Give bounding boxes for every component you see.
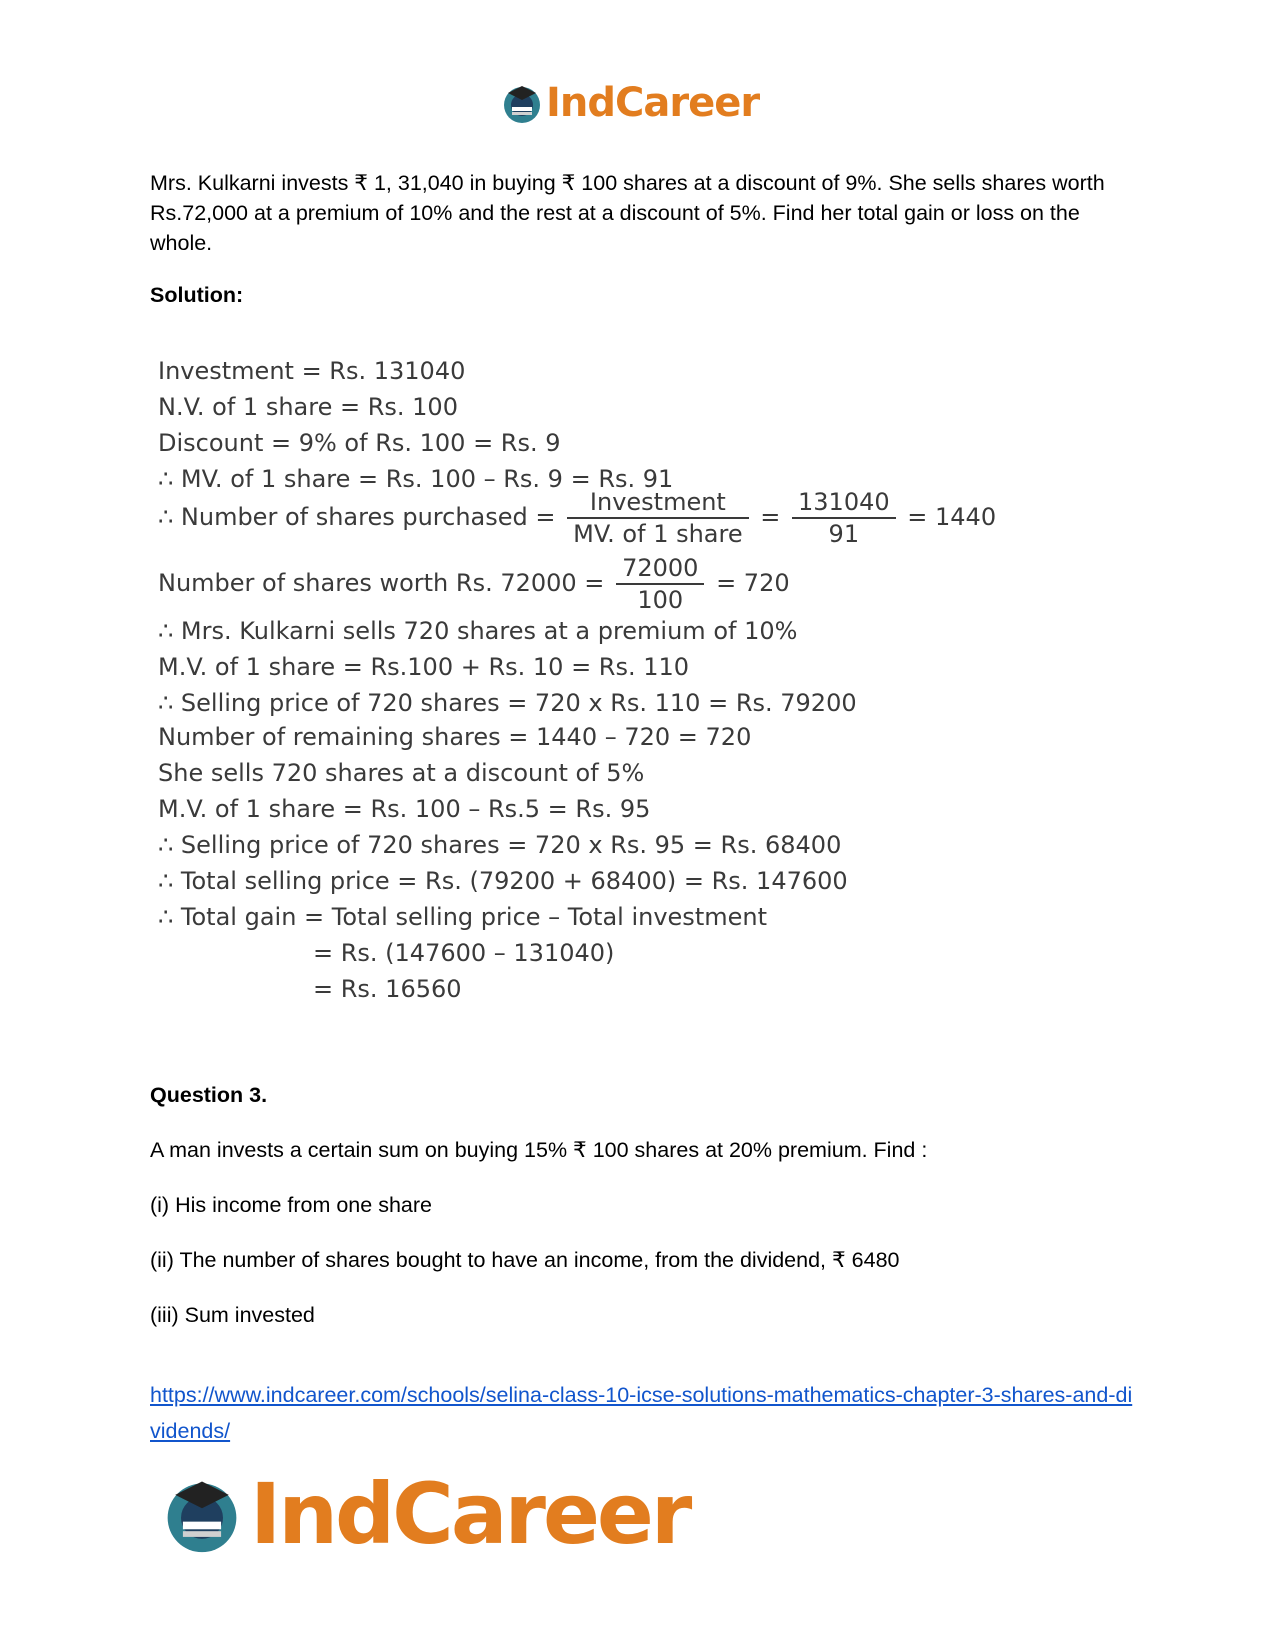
fraction-numerator: Investment: [567, 487, 748, 519]
step-selling-price-1: ∴ Selling price of 720 shares = 720 x Rs. 110 = Rs. 79200: [158, 689, 857, 717]
graduation-cap-icon: [500, 81, 544, 125]
step-sells-premium: ∴ Mrs. Kulkarni sells 720 shares at a premium of 10%: [158, 617, 798, 645]
logo-text: IndCareer: [250, 1465, 690, 1563]
question-3-part-2: (ii) The number of shares bought to have an income, from the dividend, ₹ 6480: [150, 1248, 900, 1272]
fraction-numerator: 72000: [616, 553, 704, 585]
solution-heading: Solution:: [150, 283, 244, 307]
question-3-text: A man invests a certain sum on buying 15% ₹ 100 shares at 20% premium. Find :: [150, 1138, 928, 1162]
fraction-investment: [567, 487, 748, 549]
header-logo: [500, 78, 759, 128]
step-discount: Discount = 9% of Rs. 100 = Rs. 9: [158, 429, 561, 457]
fraction-values: [792, 487, 896, 549]
fraction-denominator: 91: [828, 520, 860, 548]
question-3-part-1: (i) His income from one share: [150, 1193, 432, 1217]
step-total-gain-calc: = Rs. (147600 – 131040): [313, 939, 615, 967]
logo-text: IndCareer: [546, 80, 760, 126]
step-investment: Investment = Rs. 131040: [158, 357, 466, 385]
footer-logo: [160, 1465, 690, 1563]
source-link[interactable]: https://www.indcareer.com/schools/selina-class-10-icse-solutions-mathematics-chapter-3-shares-and-dividends/: [150, 1383, 1133, 1443]
step-total-gain-result: = Rs. 16560: [313, 975, 462, 1003]
question-3-part-3: (iii) Sum invested: [150, 1303, 315, 1327]
step-shares-worth-result: = 720: [716, 569, 790, 597]
step-market-value: ∴ MV. of 1 share = Rs. 100 – Rs. 9 = Rs. 91: [158, 465, 674, 493]
graduation-cap-icon: [160, 1472, 244, 1556]
step-shares-purchased-result: = 1440: [907, 503, 997, 531]
step-selling-price-2: ∴ Selling price of 720 shares = 720 x Rs. 95 = Rs. 68400: [158, 831, 842, 859]
step-shares-worth-label: Number of shares worth Rs. 72000 =: [158, 569, 605, 597]
step-total-gain: ∴ Total gain = Total selling price – Total investment: [158, 903, 767, 931]
step-shares-purchased-label: ∴ Number of shares purchased =: [158, 503, 556, 531]
step-sells-discount: She sells 720 shares at a discount of 5%: [158, 759, 645, 787]
equals-sign: =: [760, 503, 781, 531]
step-shares-purchased: [158, 486, 996, 548]
step-remaining-shares: Number of remaining shares = 1440 – 720 = 720: [158, 723, 752, 751]
step-mv-discount: M.V. of 1 share = Rs. 100 – Rs.5 = Rs. 95: [158, 795, 651, 823]
fraction-shares-worth: [616, 553, 704, 615]
step-total-selling-price: ∴ Total selling price = Rs. (79200 + 68400) = Rs. 147600: [158, 867, 848, 895]
question-text: Mrs. Kulkarni invests ₹ 1, 31,040 in buying ₹ 100 shares at a discount of 9%. She sells shares worth Rs.72,000 at a premium of 10% and the rest at a discount of 5%. Find her total gain or loss on the whole.: [150, 171, 1105, 255]
step-shares-worth: [158, 552, 790, 614]
step-nominal-value: N.V. of 1 share = Rs. 100: [158, 393, 458, 421]
fraction-denominator: MV. of 1 share: [573, 520, 743, 548]
question-3-heading: Question 3.: [150, 1083, 268, 1107]
fraction-numerator: 131040: [792, 487, 896, 519]
step-mv-premium: M.V. of 1 share = Rs.100 + Rs. 10 = Rs. 110: [158, 653, 690, 681]
fraction-denominator: 100: [637, 586, 684, 614]
